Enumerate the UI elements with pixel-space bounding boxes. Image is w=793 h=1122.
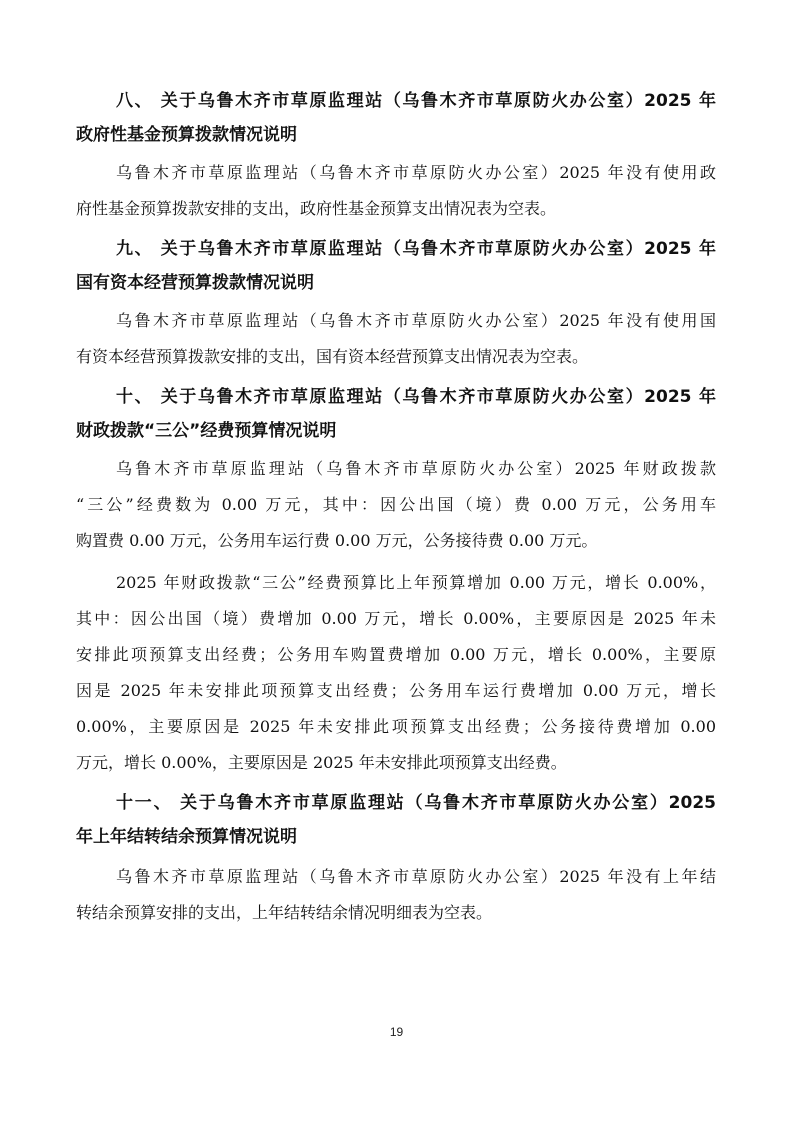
body-text-line: 府性基金预算拨款安排的支出，政府性基金预算支出情况表为空表。 [76,199,557,218]
body-text-line: 因是 2025 年未安排此项预算支出经费；公务用车运行费增加 0.00 万元，增长 [76,681,716,700]
body-text-line: 0.00%，主要原因是 2025 年未安排此项预算支出经费；公务接待费增加 0.00 [76,717,716,736]
section-heading: 九、 关于乌鲁木齐市草原监理站（乌鲁木齐市草原防火办公室）2025 年 [116,239,716,259]
body-text-line: 乌鲁木齐市草原监理站（乌鲁木齐市草原防火办公室）2025 年没有使用政 [116,163,716,182]
body-text-line: 乌鲁木齐市草原监理站（乌鲁木齐市草原防火办公室）2025 年没有使用国 [116,311,716,330]
body-text-line: 乌鲁木齐市草原监理站（乌鲁木齐市草原防火办公室）2025 年财政拨款 [116,459,716,478]
body-text-line: 乌鲁木齐市草原监理站（乌鲁木齐市草原防火办公室）2025 年没有上年结 [116,867,716,886]
section-heading: 十一、 关于乌鲁木齐市草原监理站（乌鲁木齐市草原防火办公室）2025 [116,793,716,813]
body-text-line: 安排此项预算支出经费；公务用车购置费增加 0.00 万元，增长 0.00%，主要原 [76,645,716,664]
body-text-line: 其中：因公出国（境）费增加 0.00 万元，增长 0.00%，主要原因是 2025 年未 [76,609,716,628]
section-heading: 财政拨款“三公”经费预算情况说明 [76,421,337,441]
section-heading: 十、 关于乌鲁木齐市草原监理站（乌鲁木齐市草原防火办公室）2025 年 [116,387,716,407]
body-text-line: 购置费 0.00 万元，公务用车运行费 0.00 万元，公务接待费 0.00 万元。 [76,531,598,550]
section-heading: 年上年结转结余预算情况说明 [76,827,297,847]
section-heading: 国有资本经营预算拨款情况说明 [76,273,314,293]
body-text-line: “三公”经费数为 0.00 万元，其中：因公出国（境）费 0.00 万元，公务用车 [76,495,716,514]
body-text-line: 转结余预算安排的支出，上年结转结余情况明细表为空表。 [76,903,493,922]
body-text-line: 有资本经营预算拨款安排的支出，国有资本经营预算支出情况表为空表。 [76,347,589,366]
body-text-line: 2025 年财政拨款“三公”经费预算比上年预算增加 0.00 万元，增长 0.00%， [116,573,716,592]
page-number: 19 [389,1025,404,1039]
body-text-line: 万元，增长 0.00%，主要原因是 2025 年未安排此项预算支出经费。 [76,753,567,772]
section-heading: 政府性基金预算拨款情况说明 [76,125,297,145]
section-heading: 八、 关于乌鲁木齐市草原监理站（乌鲁木齐市草原防火办公室）2025 年 [116,91,716,111]
